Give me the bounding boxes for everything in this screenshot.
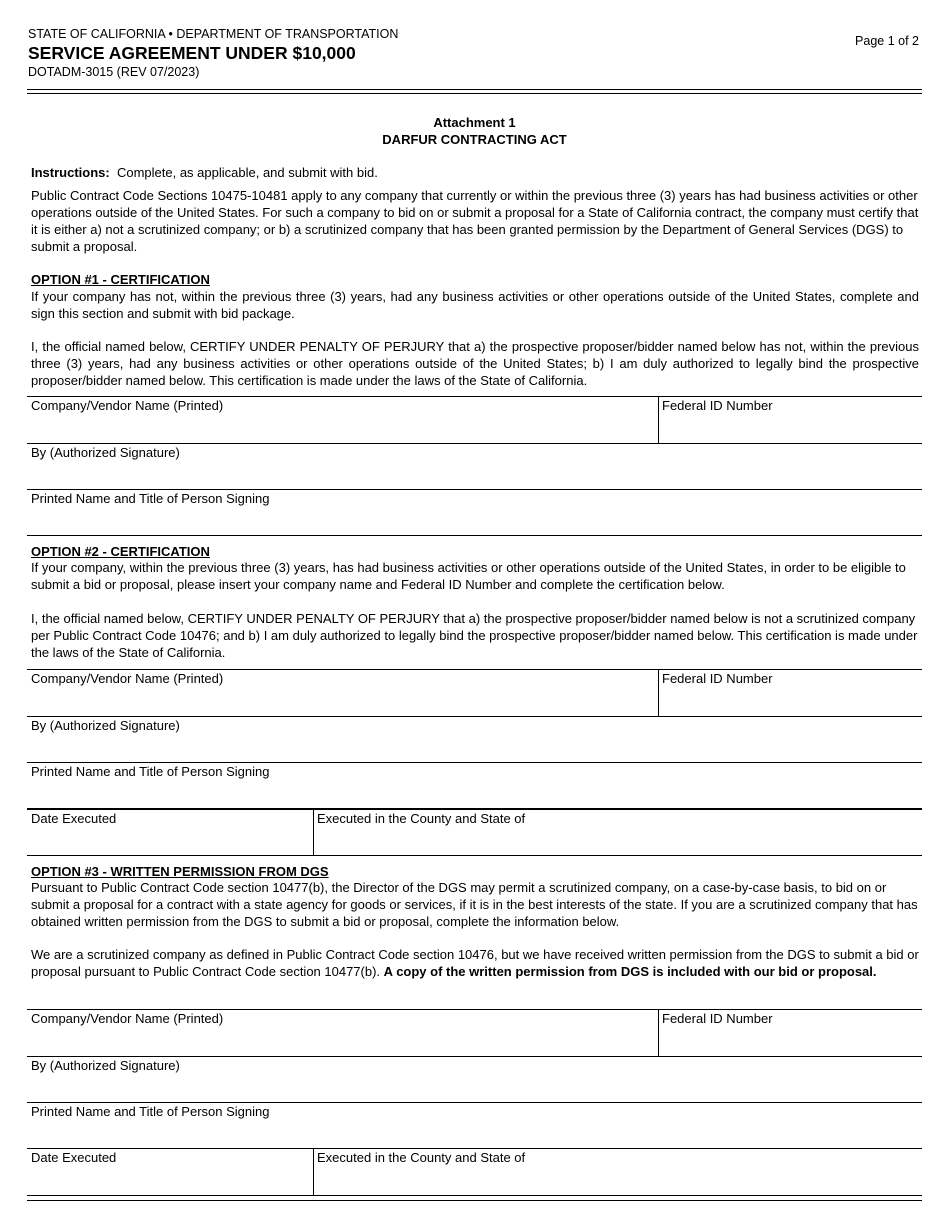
footer-rule xyxy=(27,1200,922,1201)
instructions-text: Complete, as applicable, and submit with bid. xyxy=(116,165,378,180)
option3-company-row xyxy=(27,1009,922,1056)
option3-date-label: Date Executed xyxy=(31,1150,117,1165)
option3-printed-name-label: Printed Name and Title of Person Signing xyxy=(31,1104,270,1119)
header-rule-bottom xyxy=(27,93,922,94)
intro-paragraph: Public Contract Code Sections 10475-10481 apply to any company that currently or within the previous three (3) years has had business activities or other operations outside of the United States. For such a company to bid on or submit a proposal for a State of California contract, the company must certify that it is either a) not a scrutinized company; or b) a scrutinized company that has been granted permission by the Department of General Services (DGS) to submit a proposal. xyxy=(31,188,919,254)
option1-printed-name-label: Printed Name and Title of Person Signing xyxy=(31,491,270,506)
option3-date-row xyxy=(27,1148,922,1196)
instructions xyxy=(31,164,919,181)
option3-signature-field[interactable] xyxy=(27,1056,922,1102)
page-number: Page 1 of 2 xyxy=(855,34,919,48)
attachment-label: Attachment 1 xyxy=(433,115,516,130)
option3-federal-id-field[interactable] xyxy=(658,1010,922,1056)
option3-signature-label: By (Authorized Signature) xyxy=(31,1058,180,1073)
option2-company-row xyxy=(27,669,922,716)
option3-para2-normal: We are a scrutinized company as defined in Public Contract Code section 10476, but we have received written permission from the DGS to submit a bid or proposal pursuant to Public Contract Code section 10477(b). xyxy=(31,947,919,979)
option2-federal-id-field[interactable] xyxy=(658,670,922,716)
option2-federal-id-label: Federal ID Number xyxy=(662,671,773,686)
option3-date-field[interactable] xyxy=(27,1149,313,1195)
option1-company-label: Company/Vendor Name (Printed) xyxy=(31,398,224,413)
option1-heading: OPTION #1 - CERTIFICATION xyxy=(31,272,210,287)
attachment-title: DARFUR CONTRACTING ACT xyxy=(382,132,567,147)
option2-date-row xyxy=(27,808,922,856)
option2-printed-name-label: Printed Name and Title of Person Signing xyxy=(31,764,270,779)
form-number: DOTADM-3015 (REV 07/2023) xyxy=(28,65,200,79)
option2-signature-field[interactable] xyxy=(27,716,922,762)
option2-date-field[interactable] xyxy=(27,810,313,855)
option2-company-field[interactable] xyxy=(27,670,658,716)
option3-county-label: Executed in the County and State of xyxy=(317,1150,526,1165)
option1-company-field[interactable] xyxy=(27,397,658,443)
option1-signature-label: By (Authorized Signature) xyxy=(31,445,180,460)
option1-para1: If your company has not, within the previous three (3) years, had any business activities or other operations outside of the United States, complete and sign this section and submit with bid package. xyxy=(31,289,919,321)
option3-federal-id-label: Federal ID Number xyxy=(662,1011,773,1026)
option2-date-label: Date Executed xyxy=(31,811,117,826)
option2-county-field[interactable] xyxy=(313,810,922,855)
form-title: SERVICE AGREEMENT UNDER $10,000 xyxy=(28,43,356,63)
option2-signature-label: By (Authorized Signature) xyxy=(31,718,180,733)
instructions-label: Instructions: xyxy=(31,165,110,180)
option1-federal-id-field[interactable] xyxy=(658,397,922,443)
option3-company-label: Company/Vendor Name (Printed) xyxy=(31,1011,224,1026)
option1-printed-name-field[interactable] xyxy=(27,489,922,536)
option1-company-row xyxy=(27,396,922,443)
option3-company-field[interactable] xyxy=(27,1010,658,1056)
option3-county-field[interactable] xyxy=(313,1149,922,1195)
option2-county-label: Executed in the County and State of xyxy=(317,811,526,826)
option3-printed-name-field[interactable] xyxy=(27,1102,922,1148)
agency-line: STATE OF CALIFORNIA • DEPARTMENT OF TRANSPORTATION xyxy=(28,27,399,41)
option2-printed-name-field[interactable] xyxy=(27,762,922,808)
option1-federal-id-label: Federal ID Number xyxy=(662,398,773,413)
option3-para2 xyxy=(31,946,919,980)
option3-heading: OPTION #3 - WRITTEN PERMISSION FROM DGS xyxy=(31,864,329,879)
option2-company-label: Company/Vendor Name (Printed) xyxy=(31,671,224,686)
header-rule-top xyxy=(27,89,922,90)
option2-para1: If your company, within the previous three (3) years, has had business activities or other operations outside of the United States, in order to be eligible to submit a bid or proposal, please insert your company name and Federal ID Number and complete the certification below. xyxy=(31,560,906,592)
option3-para2-bold: A copy of the written permission from DGS is included with our bid or proposal. xyxy=(383,964,877,979)
option2-para2: I, the official named below, CERTIFY UNDER PENALTY OF PERJURY that a) the prospective proposer/bidder named below is not a scrutinized company per Public Contract Code 10476; and b) I am duly authorized to legally bind the prospective proposer/bidder named below. This certification is made under the laws of the State of California. xyxy=(31,611,918,660)
option2-heading: OPTION #2 - CERTIFICATION xyxy=(31,544,210,559)
option1-para2: I, the official named below, CERTIFY UNDER PENALTY OF PERJURY that a) the prospective proposer/bidder named below has not, within the previous three (3) years, had any business activities or other operations outside of the United States; b) I am duly authorized to legally bind the prospective proposer/bidder named below. This certification is made under the laws of the State of California. xyxy=(31,339,919,388)
option1-signature-field[interactable] xyxy=(27,443,922,489)
option3-para1: Pursuant to Public Contract Code section 10477(b), the Director of the DGS may permit a scrutinized company, on a case-by-case basis, to bid on or submit a proposal for a contract with a state agency for goods or services, if it is in the best interests of the state. If you are a scrutinized company that has obtained written permission from the DGS to submit a bid or proposal, complete the information below. xyxy=(31,880,918,929)
